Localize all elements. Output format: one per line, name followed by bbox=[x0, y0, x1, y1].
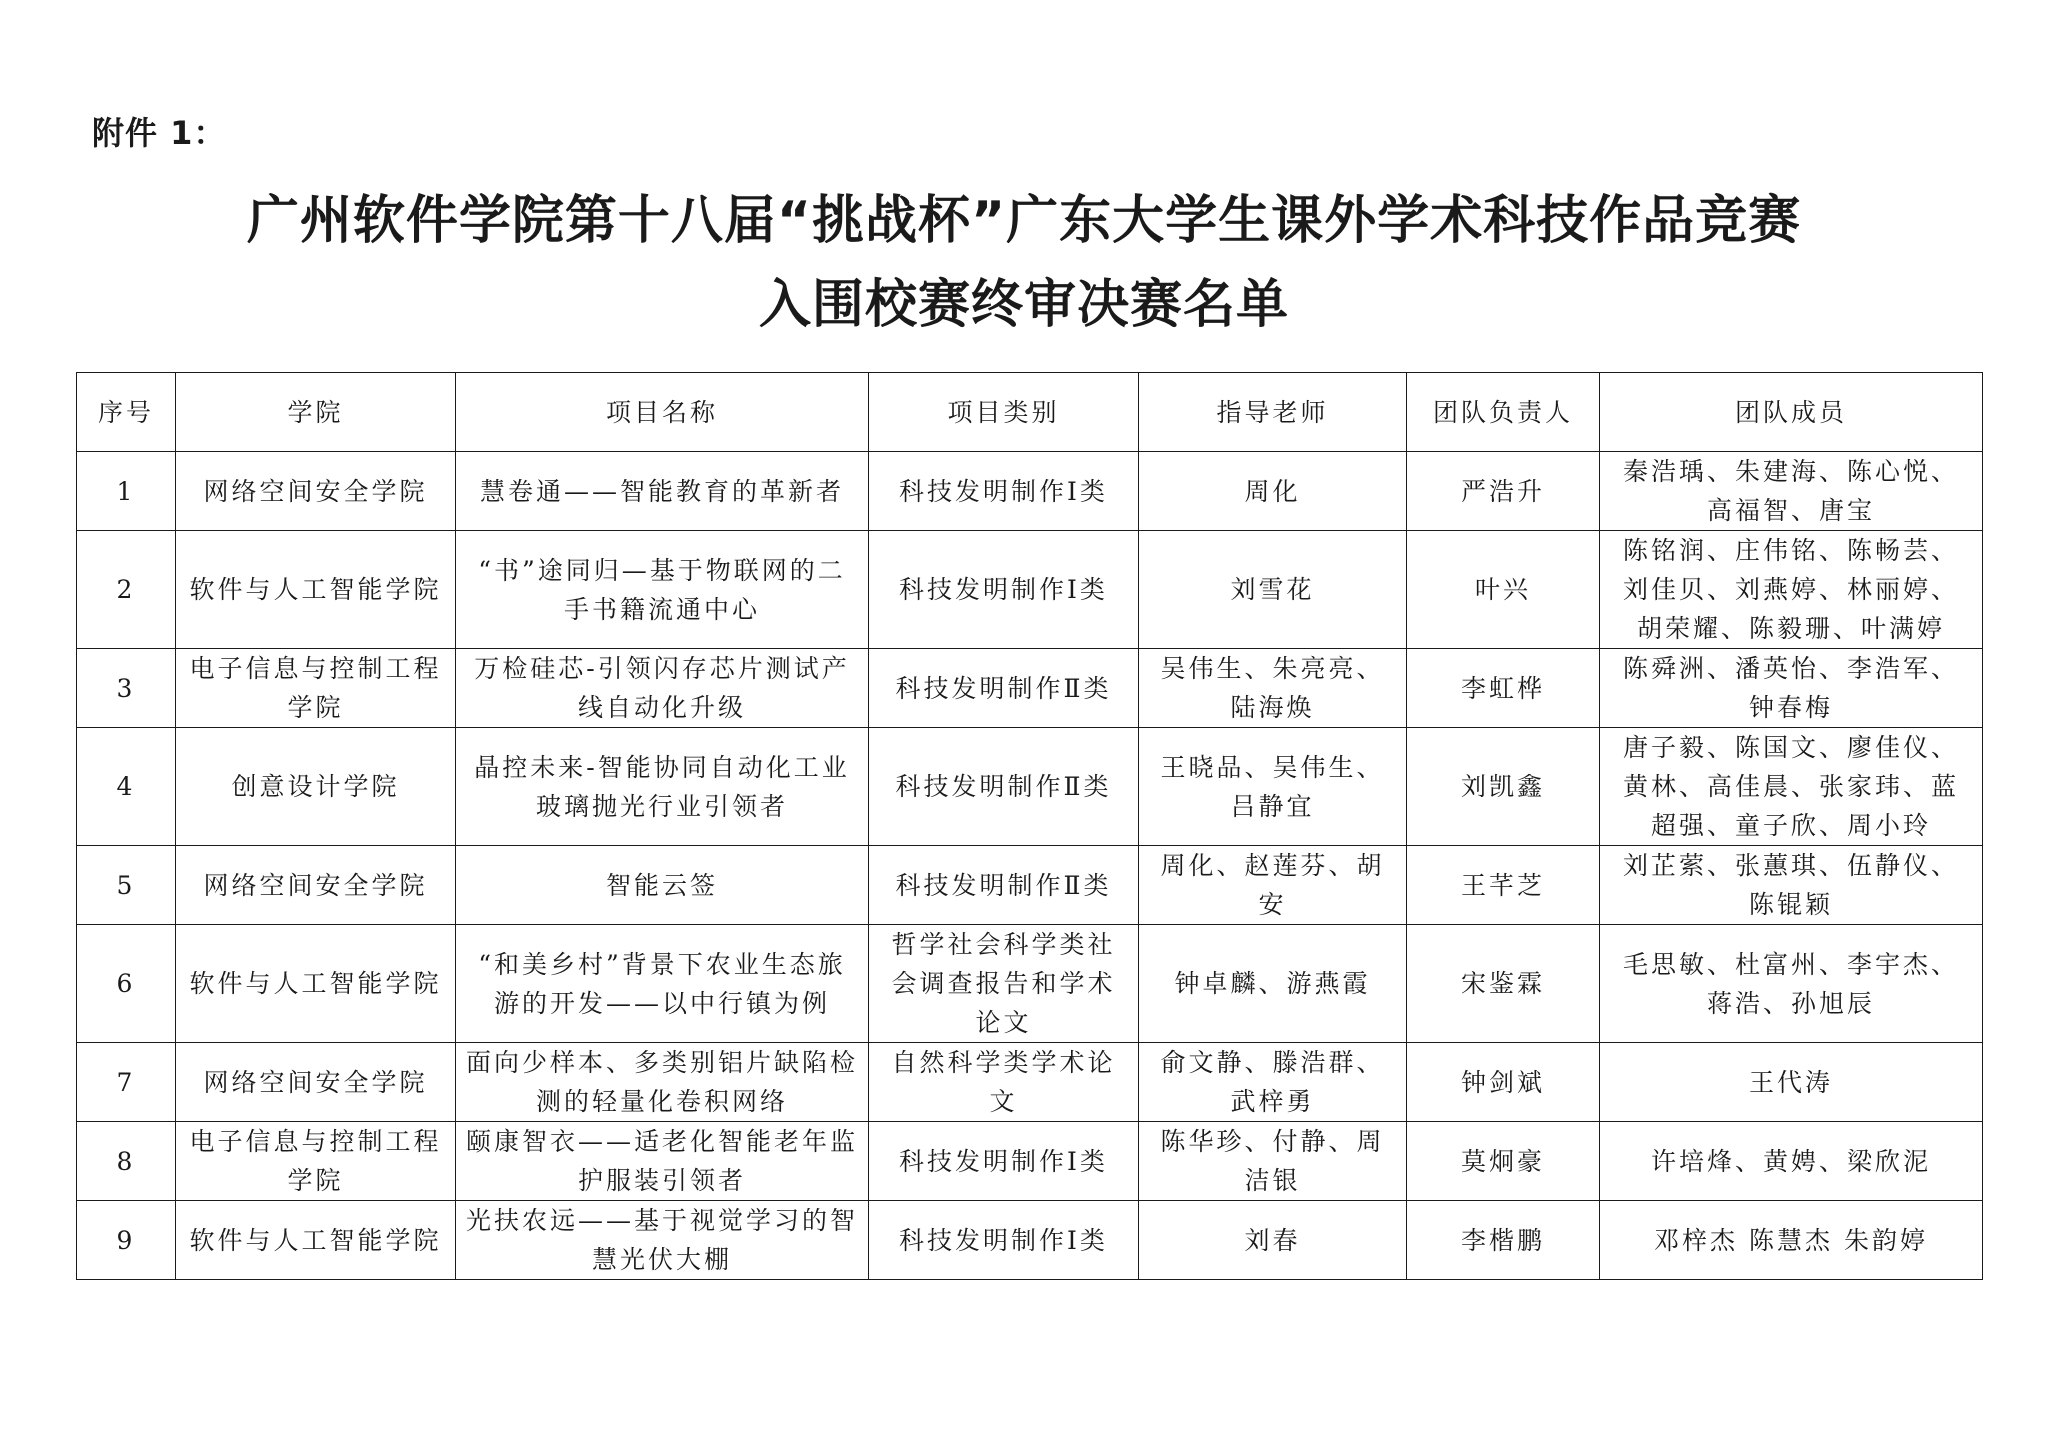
cell-members: 许培烽、黄娉、梁欣泥 bbox=[1600, 1122, 1983, 1201]
table-row bbox=[77, 1043, 1983, 1122]
cell-advisor: 俞文静、滕浩群、武梓勇 bbox=[1139, 1043, 1407, 1122]
cell-college: 网络空间安全学院 bbox=[176, 1043, 456, 1122]
header-college: 学院 bbox=[176, 373, 456, 452]
header-members: 团队成员 bbox=[1600, 373, 1983, 452]
cell-index: 4 bbox=[77, 728, 176, 846]
cell-leader: 王芊芝 bbox=[1407, 846, 1600, 925]
cell-leader: 叶兴 bbox=[1407, 531, 1600, 649]
cell-index: 7 bbox=[77, 1043, 176, 1122]
cell-leader: 李楷鹏 bbox=[1407, 1201, 1600, 1280]
cell-members: 邓梓杰 陈慧杰 朱韵婷 bbox=[1600, 1201, 1983, 1280]
cell-category: 科技发明制作Ⅱ类 bbox=[869, 649, 1139, 728]
header-project: 项目名称 bbox=[456, 373, 869, 452]
cell-leader: 钟剑斌 bbox=[1407, 1043, 1600, 1122]
cell-leader: 宋鉴霖 bbox=[1407, 925, 1600, 1043]
table-row bbox=[77, 531, 1983, 649]
cell-category: 科技发明制作Ⅱ类 bbox=[869, 728, 1139, 846]
cell-leader: 李虹桦 bbox=[1407, 649, 1600, 728]
header-category: 项目类别 bbox=[869, 373, 1139, 452]
cell-category: 科技发明制作Ⅰ类 bbox=[869, 452, 1139, 531]
cell-index: 1 bbox=[77, 452, 176, 531]
finalist-table bbox=[76, 372, 1983, 1280]
cell-index: 6 bbox=[77, 925, 176, 1043]
cell-advisor: 吴伟生、朱亮亮、陆海焕 bbox=[1139, 649, 1407, 728]
cell-advisor: 王晓品、吴伟生、吕静宜 bbox=[1139, 728, 1407, 846]
cell-advisor: 刘春 bbox=[1139, 1201, 1407, 1280]
cell-project: 面向少样本、多类别铝片缺陷检测的轻量化卷积网络 bbox=[456, 1043, 869, 1122]
cell-college: 网络空间安全学院 bbox=[176, 452, 456, 531]
cell-college: 电子信息与控制工程学院 bbox=[176, 649, 456, 728]
cell-project: 光扶农远——基于视觉学习的智慧光伏大棚 bbox=[456, 1201, 869, 1280]
cell-members: 毛思敏、杜富州、李宇杰、蒋浩、孙旭辰 bbox=[1600, 925, 1983, 1043]
cell-college: 软件与人工智能学院 bbox=[176, 1201, 456, 1280]
cell-members: 陈舜洲、潘英怡、李浩军、钟春梅 bbox=[1600, 649, 1983, 728]
cell-members: 唐子毅、陈国文、廖佳仪、黄林、高佳晨、张家玮、蓝超强、童子欣、周小玲 bbox=[1600, 728, 1983, 846]
cell-advisor: 周化、赵莲芬、胡安 bbox=[1139, 846, 1407, 925]
cell-index: 9 bbox=[77, 1201, 176, 1280]
cell-college: 创意设计学院 bbox=[176, 728, 456, 846]
cell-category: 科技发明制作Ⅰ类 bbox=[869, 1122, 1139, 1201]
cell-project: 晶控未来-智能协同自动化工业玻璃抛光行业引领者 bbox=[456, 728, 869, 846]
table-row bbox=[77, 1201, 1983, 1280]
attachment-label: 附件 1： bbox=[92, 114, 227, 152]
document-title: 广州软件学院第十八届“挑战杯”广东大学生课外学术科技作品竞赛 bbox=[246, 191, 1802, 251]
cell-project: “和美乡村”背景下农业生态旅游的开发——以中行镇为例 bbox=[456, 925, 869, 1043]
cell-members: 陈铭润、庄伟铭、陈畅芸、刘佳贝、刘燕婷、林丽婷、胡荣耀、陈毅珊、叶满婷 bbox=[1600, 531, 1983, 649]
cell-college: 软件与人工智能学院 bbox=[176, 925, 456, 1043]
cell-college: 电子信息与控制工程学院 bbox=[176, 1122, 456, 1201]
document-subtitle: 入围校赛终审决赛名单 bbox=[758, 275, 1289, 335]
cell-college: 网络空间安全学院 bbox=[176, 846, 456, 925]
cell-project: “书”途同归—基于物联网的二手书籍流通中心 bbox=[456, 531, 869, 649]
cell-members: 刘芷萦、张蕙琪、伍静仪、陈锟颖 bbox=[1600, 846, 1983, 925]
cell-members: 王代涛 bbox=[1600, 1043, 1983, 1122]
cell-project: 万检硅芯-引领闪存芯片测试产线自动化升级 bbox=[456, 649, 869, 728]
cell-category: 科技发明制作Ⅰ类 bbox=[869, 1201, 1139, 1280]
table-row bbox=[77, 728, 1983, 846]
header-leader: 团队负责人 bbox=[1407, 373, 1600, 452]
table-header-row bbox=[77, 373, 1983, 452]
cell-category: 科技发明制作Ⅰ类 bbox=[869, 531, 1139, 649]
cell-advisor: 钟卓麟、游燕霞 bbox=[1139, 925, 1407, 1043]
cell-index: 8 bbox=[77, 1122, 176, 1201]
cell-members: 秦浩瑀、朱建海、陈心悦、高福智、唐宝 bbox=[1600, 452, 1983, 531]
cell-project: 智能云签 bbox=[456, 846, 869, 925]
cell-leader: 刘凯鑫 bbox=[1407, 728, 1600, 846]
cell-category: 科技发明制作Ⅱ类 bbox=[869, 846, 1139, 925]
header-advisor: 指导老师 bbox=[1139, 373, 1407, 452]
header-index: 序号 bbox=[77, 373, 176, 452]
table-row bbox=[77, 452, 1983, 531]
cell-index: 5 bbox=[77, 846, 176, 925]
cell-leader: 严浩升 bbox=[1407, 452, 1600, 531]
cell-college: 软件与人工智能学院 bbox=[176, 531, 456, 649]
cell-advisor: 陈华珍、付静、周洁银 bbox=[1139, 1122, 1407, 1201]
cell-leader: 莫炯豪 bbox=[1407, 1122, 1600, 1201]
cell-index: 3 bbox=[77, 649, 176, 728]
table-row bbox=[77, 1122, 1983, 1201]
cell-advisor: 周化 bbox=[1139, 452, 1407, 531]
cell-category: 哲学社会科学类社会调查报告和学术论文 bbox=[869, 925, 1139, 1043]
cell-project: 颐康智衣——适老化智能老年监护服装引领者 bbox=[456, 1122, 869, 1201]
cell-advisor: 刘雪花 bbox=[1139, 531, 1407, 649]
table-row bbox=[77, 649, 1983, 728]
cell-category: 自然科学类学术论文 bbox=[869, 1043, 1139, 1122]
table-row bbox=[77, 925, 1983, 1043]
cell-project: 慧卷通——智能教育的革新者 bbox=[456, 452, 869, 531]
cell-index: 2 bbox=[77, 531, 176, 649]
table-row bbox=[77, 846, 1983, 925]
